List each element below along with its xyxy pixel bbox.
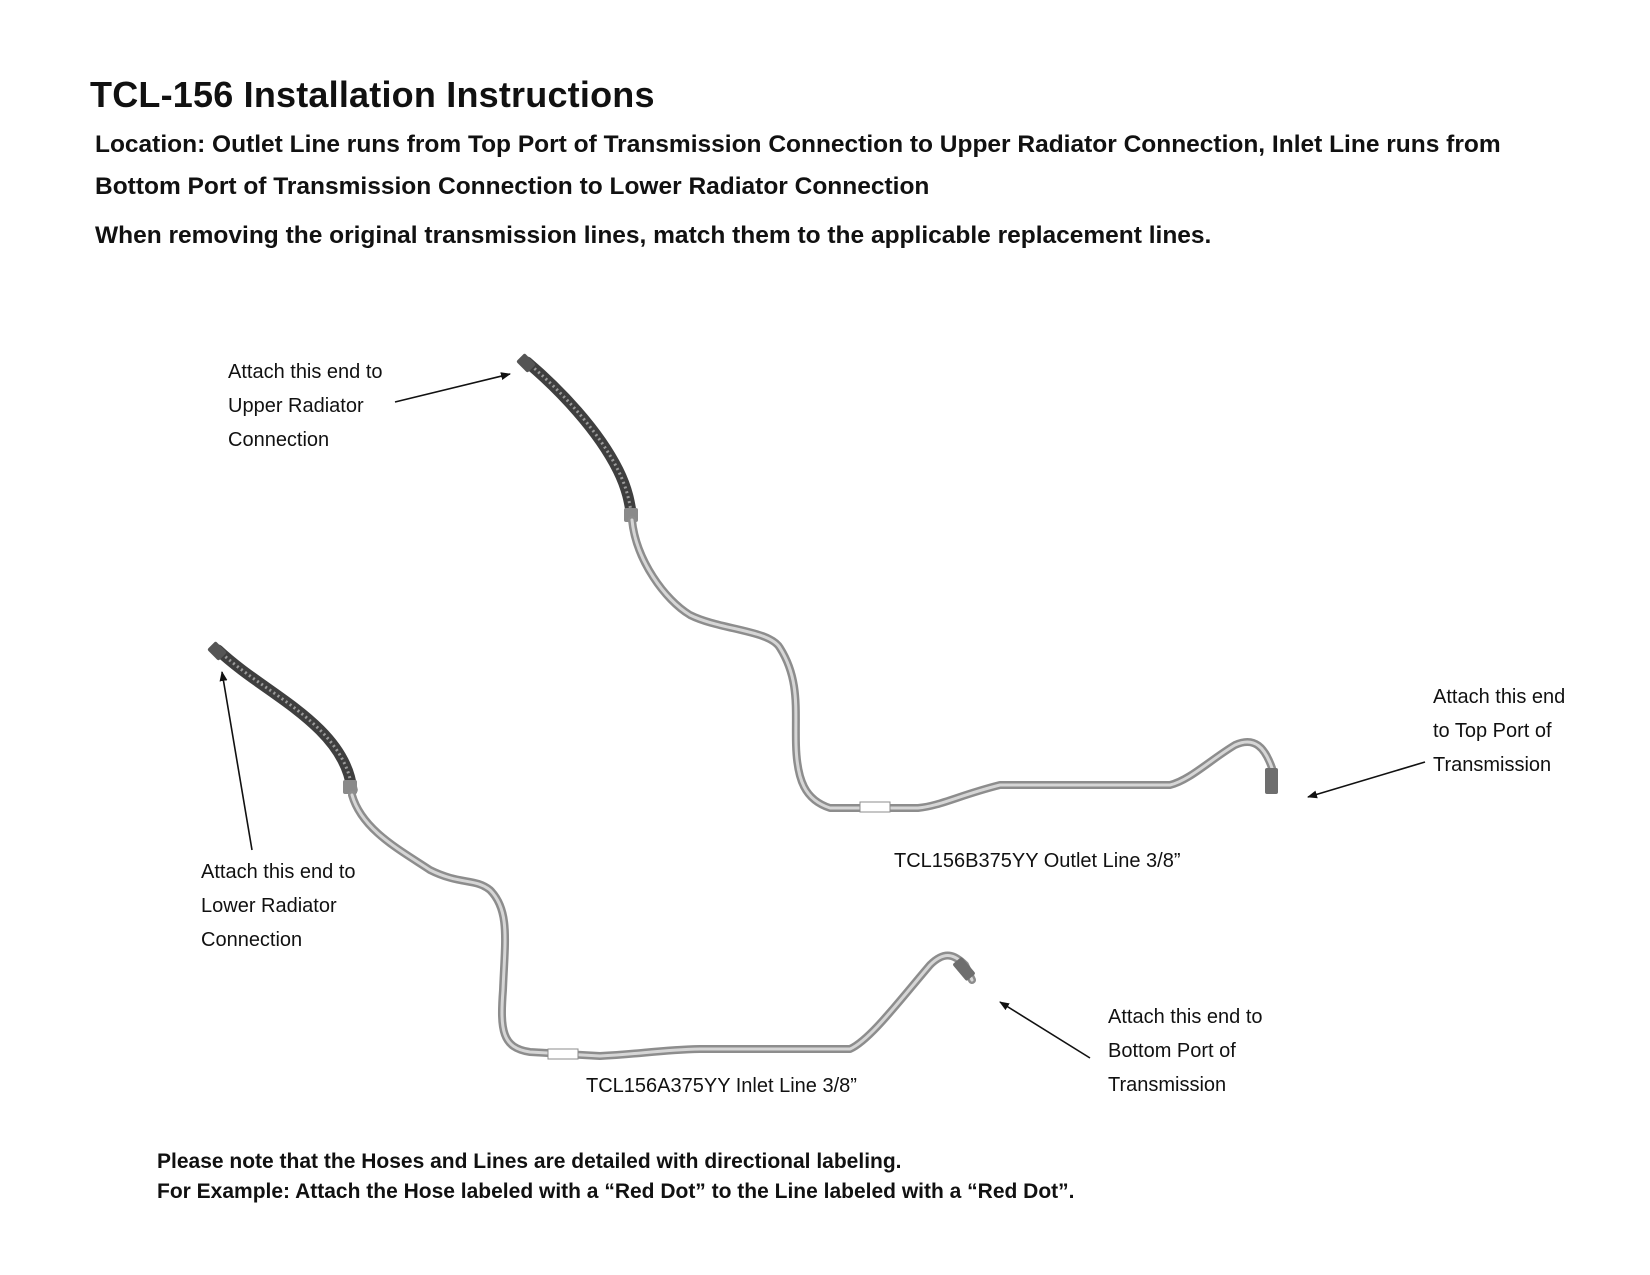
outlet-line [516,353,1278,812]
location-line-2: Bottom Port of Transmission Connection to Lower Radiator Connection [95,173,930,200]
page-title: TCL-156 Installation Instructions [90,74,655,115]
callout-bottom-port-line-3: Transmission [1108,1074,1227,1096]
inlet-tube [352,795,972,1056]
location-line-1: Location: Outlet Line runs from Top Port of Transmission Connection to Upper Radiator Connection, Inlet Line runs from [95,131,1501,158]
callout-lower-radiator-line-2: Lower Radiator [201,895,337,917]
callout-upper-radiator-line-3: Connection [228,429,330,451]
inlet-line [207,641,976,1059]
arrow-top-port [1308,762,1425,797]
callout-upper-radiator [228,355,448,457]
arrow-lower-radiator [222,672,252,850]
outlet-label-tag [860,802,890,812]
note-line-1: Please note that the Hoses and Lines are detailed with directional labeling. [157,1150,902,1173]
inlet-line-part-label: TCL156A375YY Inlet Line 3/8” [586,1075,857,1097]
callout-upper-radiator-line-1: Attach this end to [228,361,383,383]
callout-top-port [1433,680,1650,782]
inlet-label-tag [548,1049,578,1059]
outlet-hose [527,362,632,518]
callout-top-port-line-2: to Top Port of [1433,720,1552,742]
callout-lower-radiator [201,855,421,957]
arrow-bottom-port [1000,1002,1090,1058]
outlet-end-fitting [1265,768,1278,794]
outlet-line-part-label: TCL156B375YY Outlet Line 3/8” [894,850,1181,872]
callout-top-port-line-1: Attach this end [1433,686,1566,708]
callout-bottom-port [1108,1000,1328,1102]
outlet-tube [632,520,1272,808]
callout-top-port-line-3: Transmission [1433,754,1552,776]
removal-instruction: When removing the original transmission lines, match them to the applicable replacement lines. [95,222,1212,249]
note-line-2: For Example: Attach the Hose labeled with a “Red Dot” to the Line labeled with a “Red Dot”. [157,1180,1075,1203]
callout-lower-radiator-line-1: Attach this end to [201,861,356,883]
callout-bottom-port-line-1: Attach this end to [1108,1006,1263,1028]
callout-upper-radiator-line-2: Upper Radiator [228,395,364,417]
callout-bottom-port-line-2: Bottom Port of [1108,1040,1236,1062]
callout-lower-radiator-line-3: Connection [201,929,303,951]
